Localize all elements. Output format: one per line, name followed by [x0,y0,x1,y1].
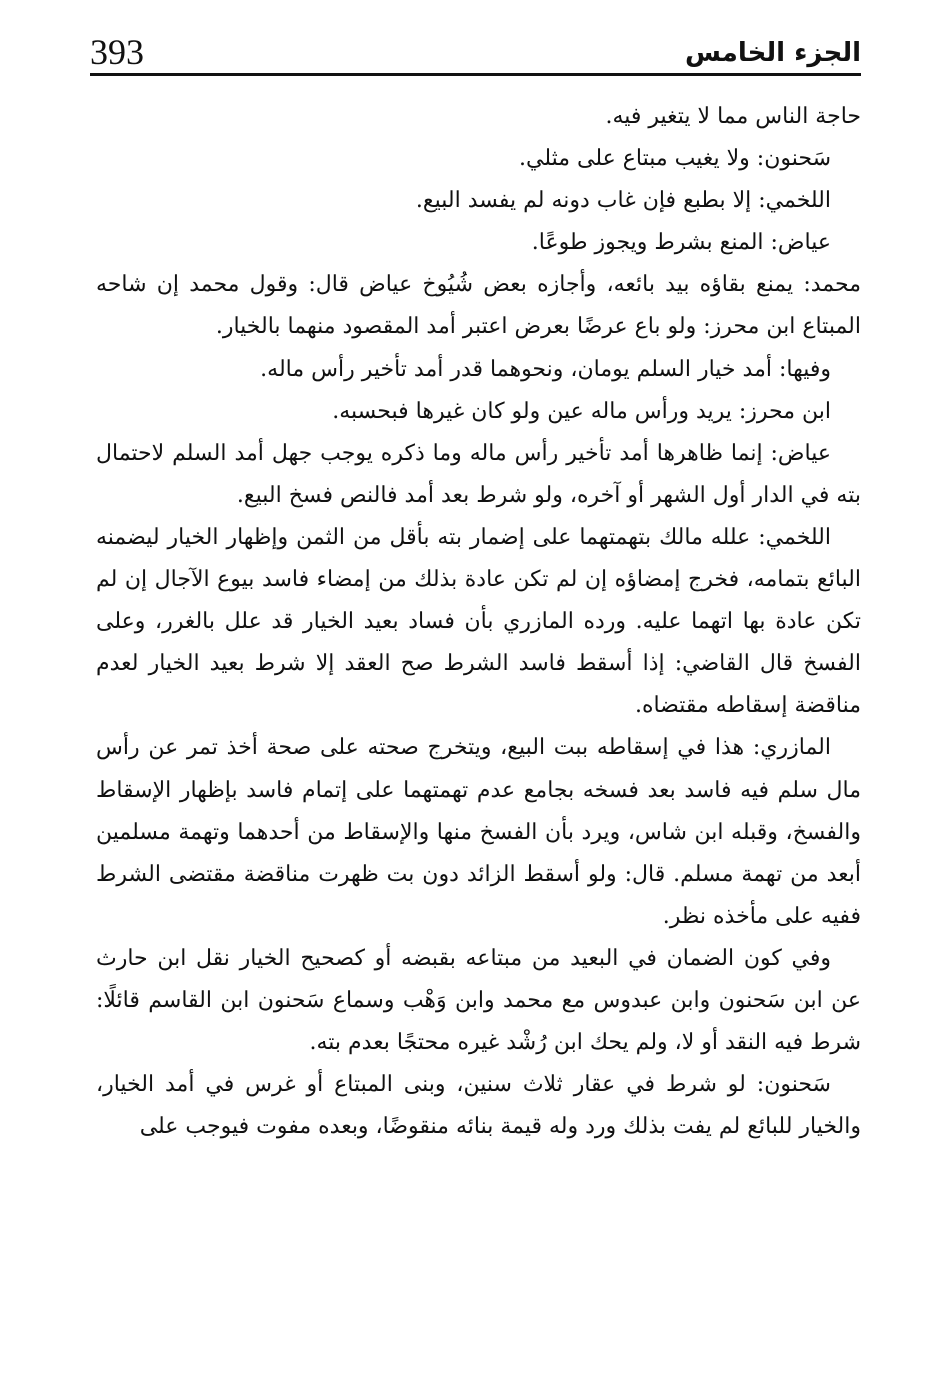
paragraph: اللخمي: علله مالك بتهمتهما على إضمار بته بأقل من الثمن وإظهار الخيار ليضمنه البائع بتمامه، فخرج إمضاؤه إن لم تكن عادة بذلك من إمضاء فاسد بيوع الآجال إن لم تكن عادة بها اتهما عليه. ورده المازري بأن فساد بعيد الخيار قد علل بالغرر، وعلى الفسخ قال القاضي: إذا أسقط فاسد الشرط صح العقد إلا شرط بعيد الخيار لعدم مناقضة إسقاطه مقتضاه. [96,524,862,719]
paragraph: وفيها: أمد خيار السلم يومان، ونحوهما قدر أمد تأخير رأس ماله. [260,356,831,382]
paragraph: سَحنون: لو شرط في عقار ثلاث سنين، وبنى المبتاع أو غرس في أمد الخيار، والخيار للبائع لم يفت بذلك ورد وله قيمة بنائه منقوضًا، وبعده مفوت فيوجب على [96,1072,861,1140]
paragraph: اللخمي: إلا بطبع فإن غاب دونه لم يفسد البيع. [415,188,831,214]
paragraph: ابن محرز: يريد ورأس ماله عين ولو كان غيرها فبحسبه. [332,398,831,424]
paragraph: عياض: المنع بشرط ويجوز طوعًا. [531,230,831,256]
paragraph: محمد: يمنع بقاؤه بيد بائعه، وأجازه بعض شُيُوخ عياض قال: وقول محمد إن شاحه المبتاع ابن محرز: ولو باع عرضًا بعرض اعتبر أمد المقصود منهما بالخيار. [96,272,861,340]
paragraph: المازري: هذا في إسقاطه ببت البيع، ويتخرج صحته على صحة أخذ تمر عن رأس مال سلم فيه فاسد بعد فسخه بجامع عدم تهمتهما على إتمام فاسد بإظهار الإسقاط والفسخ، وقبله ابن شاس، ويرد بأن الفسخ منها والإسقاط من أحدهما وتهمة مسلمين أبعد من تهمة مسلم. قال: ولو أسقط الزائد دون بت ظهرت مناقضة مقتضى الشرط ففيه على مأخذه نظر. [96,735,861,929]
page-body [96,96,861,1148]
paragraph: وفي كون الضمان في البعيد من مبتاعه بقبضه أو كصحيح الخيار نقل ابن حارث عن ابن سَحنون وابن عبدوس مع محمد وابن وَهْب وسماع سَحنون ابن القاسم قائلًا: شرط فيه النقد أو لا، ولم يحك ابن رُشْد غيره محتجًا بعدم بته. [96,945,861,1056]
header-rule [90,73,861,76]
page-number: 393 [90,32,144,72]
paragraph: سَحنون: ولا يغيب مبتاع على مثلي. [519,146,831,172]
paragraph: عياض: إنما ظاهرها أمد تأخير رأس ماله وما ذكره يوجب جهل أمد السلم لاحتمال بته في الدار أول الشهر أو آخره، ولو شرط بعد أمد فالنص فسخ البيع. [96,440,861,508]
paragraph: حاجة الناس مما لا يتغير فيه. [605,104,861,129]
page-header [90,28,861,76]
running-head: الجزء الخامس [685,38,861,68]
